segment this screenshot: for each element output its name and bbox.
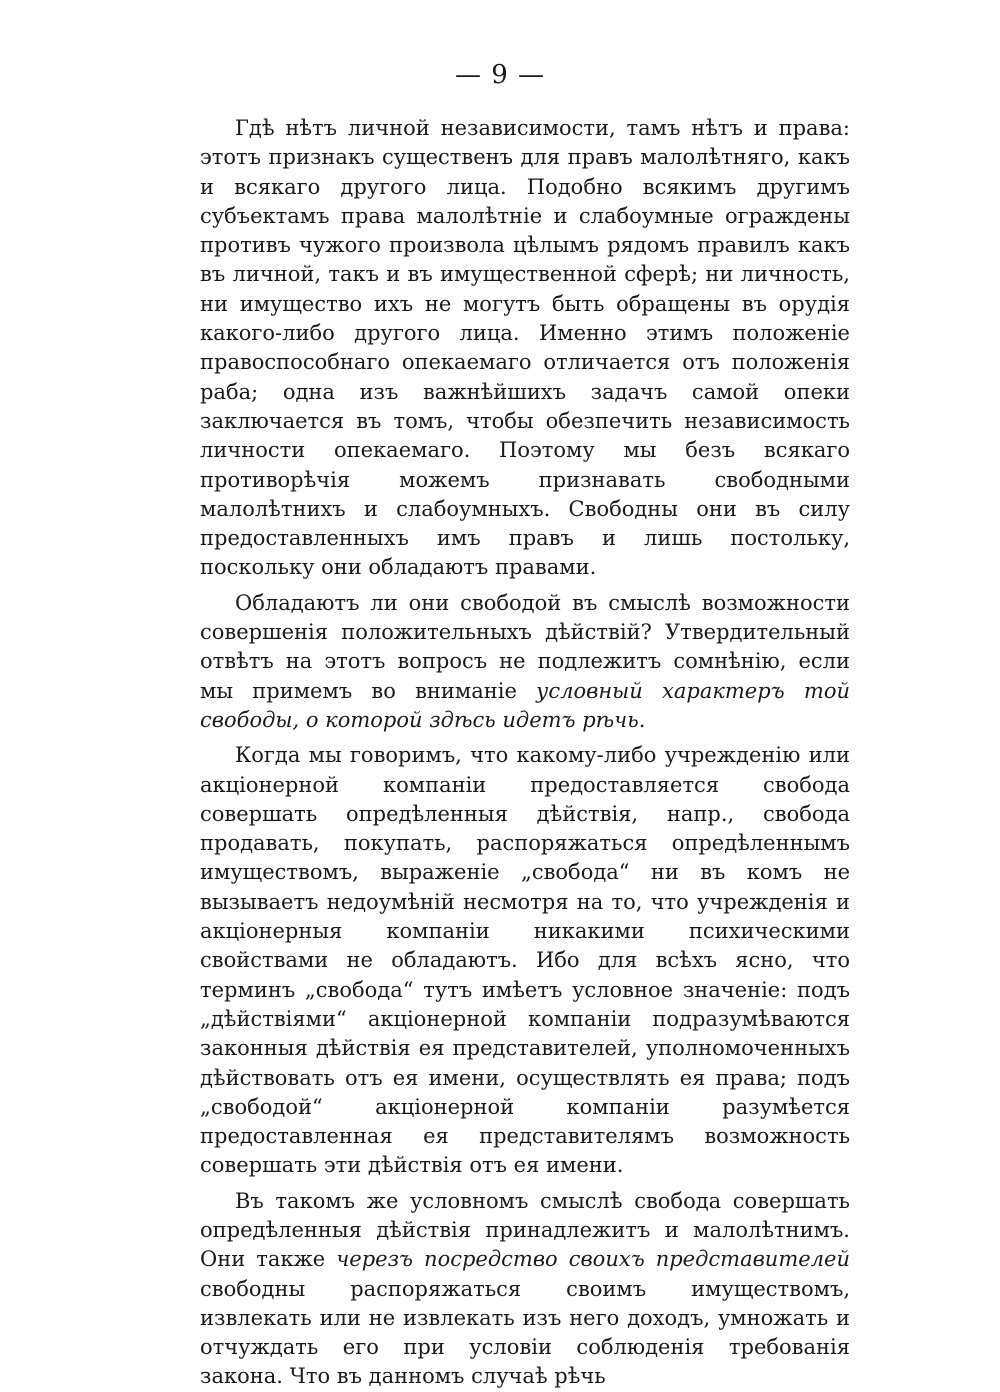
text-run: Въ такомъ же условномъ смыслѣ свобода совершать опредѣленныя дѣйствія принадлежитъ и малолѣтнимъ. Они также — [200, 1188, 850, 1272]
italic-text: черезъ посредство своихъ представителей — [336, 1247, 850, 1272]
text-run: Когда мы говоримъ, что какому-либо учрежденію или акціонерной компаніи предоставляется свобода совершать опредѣленныя дѣйствія, напр., свобода продавать, покупать, распоряжаться опредѣленнымъ имуществомъ, выраженіе „свобода“ ни въ комъ не вызываетъ недоумѣній несмотря на то, что учрежденія и акціонерныя компаніи никакими психическими свойствами не обладаютъ. Ибо для всѣхъ ясно, что терминъ „свобода“ тутъ имѣетъ условное значеніе: подъ „дѣйствіями“ акціонерной компаніи подразумѣваются законныя дѣйствія ея представителей, уполномоченныхъ дѣйствовать отъ ея имени, осуществлять ея права; подъ „свободой“ акціонерной компаніи разумѣется предоставленная ея представителямъ возможность совершать эти дѣйствія отъ ея имени. — [200, 743, 850, 1178]
paragraph — [200, 741, 850, 1180]
text-run: свободны распоряжаться своимъ имуществомъ, извлекать или не извлекать изъ него доходъ, умножать и отчуждать его при условіи соблюденія требованія закона. Что въ данномъ случаѣ рѣчь — [200, 1276, 850, 1389]
text-run: Обладаютъ ли они свободой въ смыслѣ возможности совершенія положительныхъ дѣйствій? Утвердительный отвѣтъ на этотъ вопросъ не подлежитъ сомнѣнію, если мы примемъ во вниманіе — [200, 590, 850, 703]
italic-text: условный характеръ той свободы, о которой здѣсь идетъ рѣчь — [200, 678, 850, 732]
text-run: . — [638, 707, 646, 732]
paragraph — [200, 589, 850, 735]
paragraph — [200, 114, 850, 583]
body-text — [200, 114, 850, 1392]
text-run: Гдѣ нѣтъ личной независимости, тамъ нѣтъ и права: этотъ признакъ существенъ для правъ малолѣтняго, какъ и всякаго другого лица. Подобно всякимъ другимъ субъектамъ права малолѣтніе и слабоумные ограждены противъ чужого произвола цѣлымъ рядомъ правилъ какъ въ личной, такъ и въ имущественной сферѣ; ни личность, ни имущество ихъ не могутъ быть обращены въ орудія какого-либо другого лица. Именно этимъ положеніе правоспособнаго опекаемаго отличается отъ положенія раба; одна изъ важнѣйшихъ задачъ самой опеки заключается въ томъ, чтобы обезпечить независимость личности опекаемаго. Поэтому мы безъ всякаго противорѣчія можемъ признавать свободными малолѣтнихъ и слабоумныхъ. Свободны они въ силу предоставленныхъ имъ правъ и лишь постольку, поскольку они обладаютъ правами. — [200, 116, 850, 580]
paragraph — [200, 1187, 850, 1392]
page-number: — 9 — — [454, 60, 546, 90]
